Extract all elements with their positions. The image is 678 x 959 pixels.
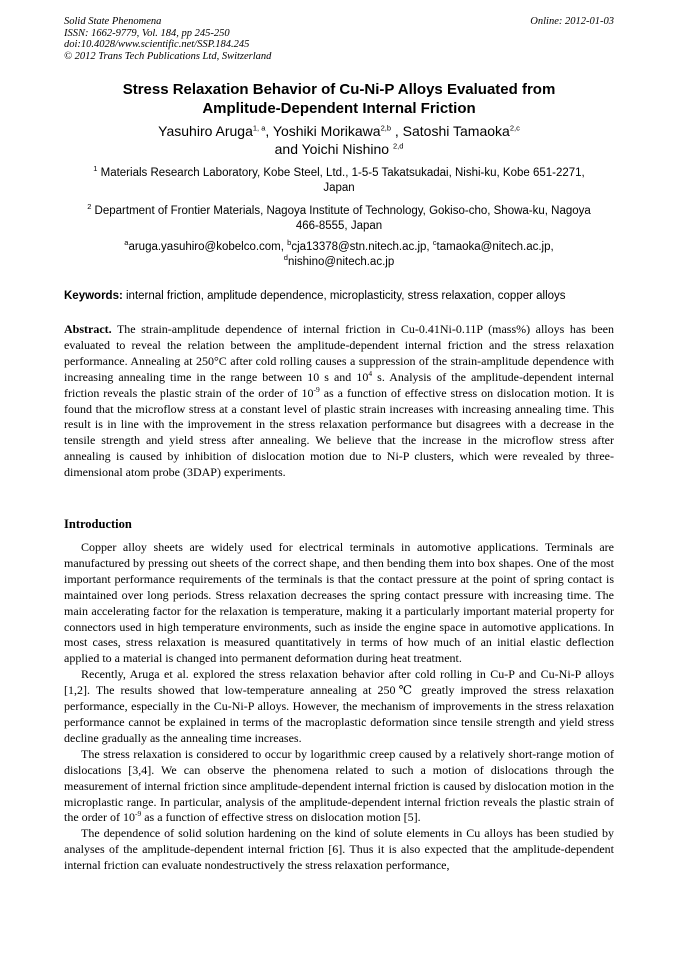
intro-paragraph-4: The dependence of solid solution hardening on the kind of solute elements in Cu alloys has been studied by analyses of the amplitude-dependent internal friction [6]. Thus it is also expected that the amplitude-dependent internal friction can evaluate nondestructively the stress relaxation performance,: [64, 826, 614, 873]
keywords-label: Keywords:: [64, 290, 123, 302]
author-1-mark: 1, a: [252, 123, 266, 133]
online-date: Online: 2012-01-03: [530, 16, 614, 27]
email-a: aruga.yasuhiro@kobelco.com,: [128, 241, 288, 253]
affiliation-2: [64, 204, 614, 234]
affiliation-1-text: Materials Research Laboratory, Kobe Steel, Ltd., 1-5-5 Takatsukadai, Nishi-ku, Kobe 651-2271,: [97, 167, 585, 179]
title-line-2: Amplitude-Dependent Internal Friction: [202, 100, 476, 117]
introduction-body: [64, 540, 614, 874]
running-header: [64, 16, 614, 62]
keywords-text: internal friction, amplitude dependence, microplasticity, stress relaxation, copper alloys: [122, 290, 566, 302]
author-1: Yasuhiro Aruga: [158, 123, 253, 139]
email-list: [64, 240, 614, 270]
intro-paragraph-1: Copper alloy sheets are widely used for electrical terminals in automotive applications. Terminals are manufactured by pressing out sheets of the correct shape, and then bending them into box shapes. One of the most important performance requirements of the terminals is that the contact pressure at the point of spring contact is maintained over long periods. Stress relaxation decreases the spring contact pressure with increasing time. The main accelerating factor for the relaxation is temperature, making it a particularly important material property for connectors used in high temperature environments, such as inside the engine space in automotive applications. In most cases, stress relaxation is measured quantitatively in terms of how much of an initial elastic deflection applied to a material is changed into permanent deformation during heat treatment.: [64, 540, 614, 666]
email-b-mark: b: [287, 238, 292, 248]
copyright: © 2012 Trans Tech Publications Ltd, Switzerland: [64, 50, 272, 62]
intro-paragraph-3: [64, 747, 614, 827]
doi: doi:10.4028/www.scientific.net/SSP.184.245: [64, 39, 250, 50]
abstract-text-3: as a function of effective stress on dislocation motion. It is found that the microflow stress at a constant level of plastic strain increases with increasing annealing time. This result is in line with the improvement in the stress relaxation performance but disagrees with a decrease in the tensile strength and yield stress after annealing. We believe that the increase in the microflow stress after annealing is caused by inhibition of dislocation motion due to Ni-P clusters, which were revealed by three-dimensional atom probe (3DAP) experiments.: [64, 385, 614, 480]
abstract-sup-1: 4: [368, 368, 373, 378]
author-4-mark: 2,d: [392, 141, 404, 151]
author-3: , Satoshi Tamaoka: [391, 123, 510, 139]
abstract: [64, 322, 614, 481]
abstract-sup-2: -9: [313, 384, 320, 394]
intro-p3-text-2: as a function of effective stress on dislocation motion [5].: [141, 810, 421, 825]
title-line-1: Stress Relaxation Behavior of Cu-Ni-P Alloys Evaluated from: [122, 81, 556, 98]
intro-paragraph-2: Recently, Aruga et al. explored the stress relaxation behavior after cold rolling in Cu-P and Cu-Ni-P alloys [1,2]. The results showed that low-temperature annealing at 250℃ greatly improved the stress relaxation performance, especially in the Cu-Ni-P alloys. However, the mechanism of improvements in the stress relaxation performance cannot be explained in terms of the macroplastic deformation since tensile strength and yield stress decline gradually as the annealing time increases.: [64, 667, 614, 745]
abstract-label: Abstract.: [64, 322, 112, 336]
email-c: tamaoka@nitech.ac.jp,: [436, 241, 554, 253]
author-list: [64, 122, 614, 158]
intro-p3-sup: -9: [134, 809, 142, 819]
journal-name: Solid State Phenomena: [64, 16, 162, 27]
author-2-mark: 2,b: [380, 123, 391, 133]
author-4: and Yoichi Nishino: [274, 141, 393, 157]
issn: ISSN: 1662-9779, Vol. 184, pp 245-250: [64, 27, 230, 39]
affiliation-2-mark: 2: [87, 202, 92, 212]
abstract-text-1: The strain-amplitude dependence of internal friction in Cu-0.41Ni-0.11P (mass%) alloys has been evaluated to reveal the relation between the amplitude-dependent internal friction and the stress relaxation performance. Annealing at 250°C after cold rolling causes a suppression of the strain-amplitude dependence with increasing annealing time in the range between 10 s and 10: [64, 322, 614, 384]
author-3-mark: 2,c: [509, 123, 520, 133]
affiliation-1: [64, 166, 614, 196]
email-b: cja13378@stn.nitech.ac.jp,: [291, 241, 433, 253]
email-d-mark: d: [283, 253, 288, 263]
email-c-mark: c: [432, 238, 437, 248]
abstract-text-2: s. Analysis of the amplitude-dependent internal friction reveals the plastic strain of the order of 10: [64, 369, 614, 400]
author-2: , Yoshiki Morikawa: [265, 123, 381, 139]
affiliation-1-country: Japan: [323, 182, 355, 194]
keywords: [64, 290, 614, 302]
intro-p3-text-1: The stress relaxation is considered to occur by logarithmic creep caused by a relatively short-range motion of dislocations [3,4]. We can observe the phenomena related to such a motion of dislocations through the measurement of internal friction since amplitude-dependent internal friction is caused by dislocation motion in the microplastic range. In particular, analysis of the amplitude-dependent internal friction reveals the plastic strain of the order of 10: [64, 746, 614, 825]
email-d: nishino@nitech.ac.jp: [287, 256, 395, 268]
affiliation-2-text: Department of Frontier Materials, Nagoya Institute of Technology, Gokiso-cho, Showa-ku, Nagoya: [91, 205, 591, 217]
section-heading-introduction: Introduction: [64, 517, 132, 531]
affiliation-1-mark: 1: [93, 164, 98, 174]
email-a-mark: a: [124, 238, 129, 248]
affiliation-2-cont: 466-8555, Japan: [295, 220, 383, 232]
paper-title: [64, 80, 614, 118]
